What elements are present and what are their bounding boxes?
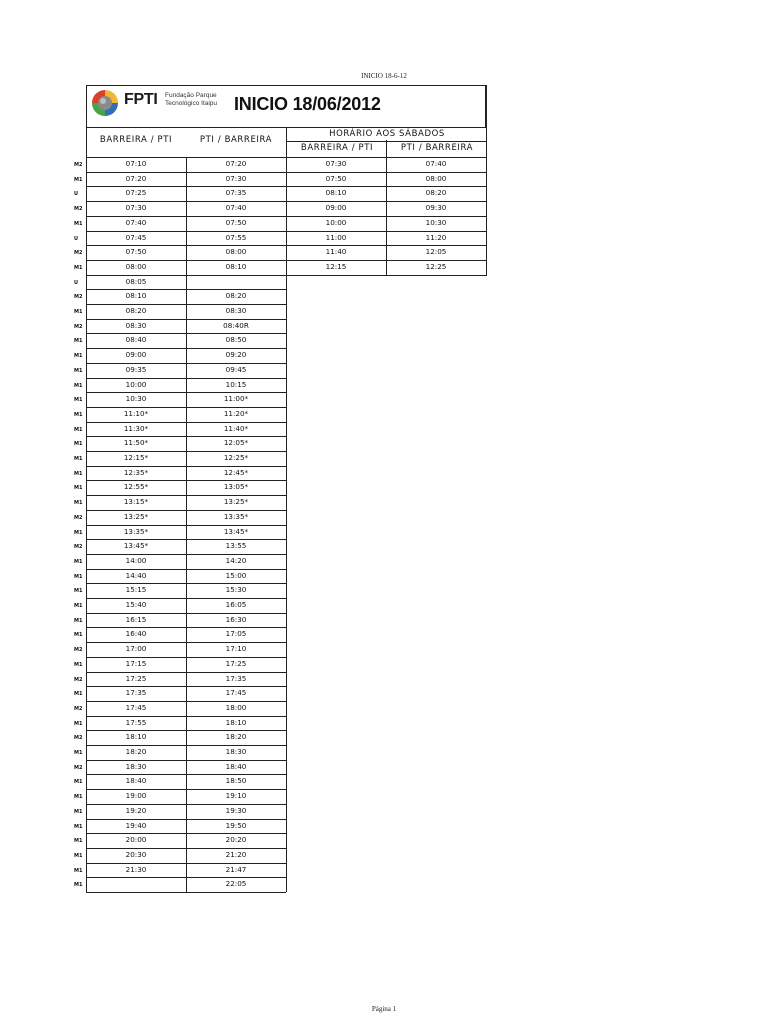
cell-pti-barreira: 13:55	[225, 541, 247, 551]
sat-cell-barreira-pti: 10:00	[325, 217, 347, 227]
cell-barreira-pti: 17:15	[125, 658, 147, 668]
cell-pti-barreira: 11:20*	[223, 408, 249, 418]
row-code: M2	[74, 250, 83, 257]
cell-pti-barreira: 07:50	[225, 217, 247, 227]
cell-barreira-pti: 10:30	[125, 394, 147, 404]
cell-pti-barreira: 18:40	[225, 761, 247, 771]
cell-pti-barreira: 12:05*	[223, 438, 249, 448]
row-code: M2	[74, 676, 83, 683]
cell-barreira-pti: 14:00	[125, 555, 147, 565]
row-code: M1	[74, 779, 83, 786]
cell-barreira-pti: 16:40	[125, 629, 147, 639]
page-footer: Página 1	[371, 1005, 397, 1013]
row-code: M1	[74, 867, 83, 874]
cell-barreira-pti: 17:45	[125, 702, 147, 712]
cell-barreira-pti: 19:00	[125, 791, 147, 801]
cell-barreira-pti: 17:00	[125, 644, 147, 654]
cell-barreira-pti: 16:15	[125, 614, 147, 624]
logo-subtitle: Fundação Parque Tecnológico Itaipu	[165, 92, 218, 107]
cell-barreira-pti: 18:30	[125, 761, 147, 771]
row-code: M1	[74, 220, 83, 227]
table-bottom-border	[86, 892, 286, 893]
cell-barreira-pti: 20:30	[125, 849, 147, 859]
cell-pti-barreira: 21:20	[225, 849, 247, 859]
sat-right-border	[486, 85, 487, 275]
header-bottom-border	[86, 127, 486, 128]
row-code: M2	[74, 544, 83, 551]
cell-pti-barreira: 15:30	[225, 585, 247, 595]
row-code: M1	[74, 661, 83, 668]
schedule-header	[86, 85, 486, 128]
cell-barreira-pti: 14:40	[125, 570, 147, 580]
cell-pti-barreira: 17:05	[225, 629, 247, 639]
saturday-title: HORÁRIO AOS SÁBADOS	[329, 129, 445, 139]
sat-cell-barreira-pti: 08:10	[325, 188, 347, 198]
cell-pti-barreira: 13:35*	[223, 511, 249, 521]
row-code: M1	[74, 720, 83, 727]
row-code: M2	[74, 647, 83, 654]
running-head: INICIO 18-6-12	[361, 72, 407, 80]
cell-pti-barreira: 13:25*	[223, 497, 249, 507]
cell-barreira-pti: 11:10*	[123, 408, 149, 418]
row-code: M1	[74, 309, 83, 315]
cell-barreira-pti: 09:00	[125, 350, 147, 360]
row-code: M2	[74, 764, 83, 771]
cell-barreira-pti: 08:05	[125, 276, 147, 286]
cell-barreira-pti: 07:50	[125, 247, 147, 257]
cell-pti-barreira: 17:25	[225, 658, 247, 668]
row-code: M1	[74, 500, 83, 507]
cell-barreira-pti: 18:20	[125, 747, 147, 756]
row-code: M1	[74, 529, 83, 536]
row-code: U	[74, 235, 79, 242]
cell-pti-barreira: 13:05*	[223, 482, 249, 492]
row-code: M1	[74, 485, 83, 492]
row-code: M2	[74, 206, 83, 213]
cell-barreira-pti: 08:10	[125, 291, 147, 301]
cell-barreira-pti: 07:45	[125, 232, 147, 242]
row-code: M1	[74, 588, 83, 595]
cell-barreira-pti: 21:30	[125, 864, 147, 874]
cell-pti-barreira: 22:05	[225, 879, 247, 889]
cell-barreira-pti: 11:30*	[123, 423, 149, 433]
cell-barreira-pti: 12:15*	[123, 453, 149, 462]
row-code: M1	[74, 632, 83, 639]
row-code: M1	[74, 603, 83, 609]
cell-barreira-pti: 20:00	[125, 835, 147, 845]
cell-pti-barreira: 09:45	[225, 364, 247, 374]
sat-cell-barreira-pti: 07:50	[325, 173, 347, 183]
cell-barreira-pti: 15:15	[125, 585, 147, 595]
sat-col-pti-barreira: PTI / BARREIRA	[400, 143, 474, 153]
cell-pti-barreira: 16:05	[225, 600, 247, 609]
row-code: M2	[74, 323, 83, 330]
cell-pti-barreira: 08:30	[225, 306, 247, 315]
row-code: M1	[74, 808, 83, 815]
sat-cell-pti-barreira: 08:00	[425, 173, 447, 183]
cell-barreira-pti: 17:25	[125, 673, 147, 683]
cell-pti-barreira: 12:45*	[223, 467, 249, 477]
cell-pti-barreira: 17:35	[225, 673, 247, 683]
cell-pti-barreira: 18:20	[225, 732, 247, 742]
row-code: M2	[74, 735, 83, 742]
cell-pti-barreira: 07:40	[225, 203, 247, 213]
cell-pti-barreira: 08:40R	[223, 320, 249, 330]
cell-barreira-pti: 07:25	[125, 188, 147, 198]
cell-barreira-pti: 18:40	[125, 776, 147, 786]
cell-pti-barreira: 07:20	[225, 159, 247, 168]
cell-barreira-pti: 07:30	[125, 203, 147, 213]
cell-barreira-pti: 13:45*	[123, 541, 149, 551]
cell-barreira-pti: 19:40	[125, 820, 147, 830]
cell-pti-barreira: 09:20	[225, 350, 247, 360]
row-code: M1	[74, 852, 83, 859]
cell-pti-barreira: 07:35	[225, 188, 247, 198]
cell-pti-barreira: 14:20	[225, 555, 247, 565]
sat-cell-barreira-pti: 09:00	[325, 203, 347, 213]
sat-cell-barreira-pti: 11:00	[325, 232, 347, 242]
cell-pti-barreira: 17:10	[225, 644, 247, 654]
row-code: M2	[74, 162, 83, 168]
cell-pti-barreira: 19:30	[225, 805, 247, 815]
row-code: M1	[74, 264, 83, 271]
cell-pti-barreira: 19:50	[225, 820, 247, 830]
cell-barreira-pti	[86, 877, 186, 892]
col-header-barreira-pti: BARREIRA / PTI	[99, 135, 173, 145]
cell-pti-barreira: 20:20	[225, 835, 247, 845]
row-code: M1	[74, 617, 83, 624]
cell-barreira-pti: 15:40	[125, 600, 147, 609]
sat-cell-pti-barreira: 12:25	[425, 261, 447, 271]
cell-barreira-pti: 12:35*	[123, 467, 149, 477]
cell-pti-barreira: 15:00	[225, 570, 247, 580]
cell-barreira-pti: 07:20	[125, 173, 147, 183]
row-code: M1	[74, 397, 83, 404]
col-header-pti-barreira: PTI / BARREIRA	[199, 135, 273, 145]
cell-barreira-pti: 08:20	[125, 306, 147, 315]
row-code: M2	[74, 514, 83, 521]
cell-pti-barreira: 07:30	[225, 173, 247, 183]
cell-pti-barreira: 10:15	[225, 379, 247, 389]
sat-cell-pti-barreira: 08:20	[425, 188, 447, 198]
row-code: M1	[74, 558, 83, 565]
cell-barreira-pti: 08:00	[125, 261, 147, 271]
sat-bottom-border	[286, 275, 487, 276]
row-code: M1	[74, 176, 83, 183]
cell-barreira-pti: 08:30	[125, 320, 147, 330]
cell-barreira-pti: 11:50*	[123, 438, 149, 448]
row-code: M1	[74, 411, 83, 418]
cell-barreira-pti: 08:40	[125, 335, 147, 345]
cell-pti-barreira: 11:00*	[223, 394, 249, 404]
sat-cell-pti-barreira: 09:30	[425, 203, 447, 213]
row-code: M1	[74, 750, 83, 756]
cell-barreira-pti: 13:35*	[123, 526, 149, 536]
sat-cell-pti-barreira: 10:30	[425, 217, 447, 227]
sat-col-barreira-pti: BARREIRA / PTI	[300, 143, 374, 153]
page-title: INICIO 18/06/2012	[234, 94, 381, 114]
row-code: M1	[74, 441, 83, 448]
cell-pti-barreira: 16:30	[225, 614, 247, 624]
row-code: M1	[74, 426, 83, 433]
logo-wordmark: FPTI	[124, 91, 158, 108]
cell-pti-barreira: 19:10	[225, 791, 247, 801]
row-code: M1	[74, 794, 83, 801]
sat-cell-pti-barreira: 12:05	[425, 247, 447, 257]
cell-pti-barreira	[186, 275, 286, 290]
row-code: U	[74, 279, 79, 286]
cell-pti-barreira: 18:10	[225, 717, 247, 727]
row-code: M1	[74, 456, 83, 462]
cell-barreira-pti: 12:55*	[123, 482, 149, 492]
cell-pti-barreira: 21:47	[225, 864, 247, 874]
row-code: M1	[74, 353, 83, 360]
cell-pti-barreira: 18:00	[225, 702, 247, 712]
cell-pti-barreira: 13:45*	[223, 526, 249, 536]
cell-barreira-pti: 17:55	[125, 717, 147, 727]
row-code: M2	[74, 705, 83, 712]
row-code: U	[74, 191, 79, 198]
cell-pti-barreira: 11:40*	[223, 423, 249, 433]
row-code: M1	[74, 691, 83, 698]
cell-barreira-pti: 09:35	[125, 364, 147, 374]
sat-cell-barreira-pti: 11:40	[325, 247, 347, 257]
row-code: M1	[74, 573, 83, 580]
cell-barreira-pti: 10:00	[125, 379, 147, 389]
row-code: M1	[74, 382, 83, 389]
cell-barreira-pti: 17:35	[125, 688, 147, 698]
row-code: M1	[74, 882, 83, 889]
row-code: M1	[74, 470, 83, 477]
cell-barreira-pti: 13:15*	[123, 497, 149, 507]
sat-cell-barreira-pti: 12:15	[325, 261, 347, 271]
sat-cell-pti-barreira: 07:40	[425, 159, 447, 168]
cell-barreira-pti: 19:20	[125, 805, 147, 815]
cell-barreira-pti: 07:10	[125, 159, 147, 168]
cell-pti-barreira: 08:50	[225, 335, 247, 345]
cell-pti-barreira: 12:25*	[223, 453, 249, 462]
cell-barreira-pti: 13:25*	[123, 511, 149, 521]
sat-cell-barreira-pti: 07:30	[325, 159, 347, 168]
cell-pti-barreira: 08:10	[225, 261, 247, 271]
cell-barreira-pti: 07:40	[125, 217, 147, 227]
row-code: M1	[74, 838, 83, 845]
row-code: M1	[74, 338, 83, 345]
cell-pti-barreira: 18:50	[225, 776, 247, 786]
cell-pti-barreira: 08:00	[225, 247, 247, 257]
sat-cell-pti-barreira: 11:20	[425, 232, 447, 242]
row-code: M2	[74, 294, 83, 301]
cell-pti-barreira: 08:20	[225, 291, 247, 301]
cell-pti-barreira: 07:55	[225, 232, 247, 242]
cell-pti-barreira: 17:45	[225, 688, 247, 698]
row-code: M1	[74, 823, 83, 830]
cell-pti-barreira: 18:30	[225, 747, 247, 756]
row-code: M1	[74, 367, 83, 374]
cell-barreira-pti: 18:10	[125, 732, 147, 742]
fpti-logo-icon	[89, 88, 121, 118]
